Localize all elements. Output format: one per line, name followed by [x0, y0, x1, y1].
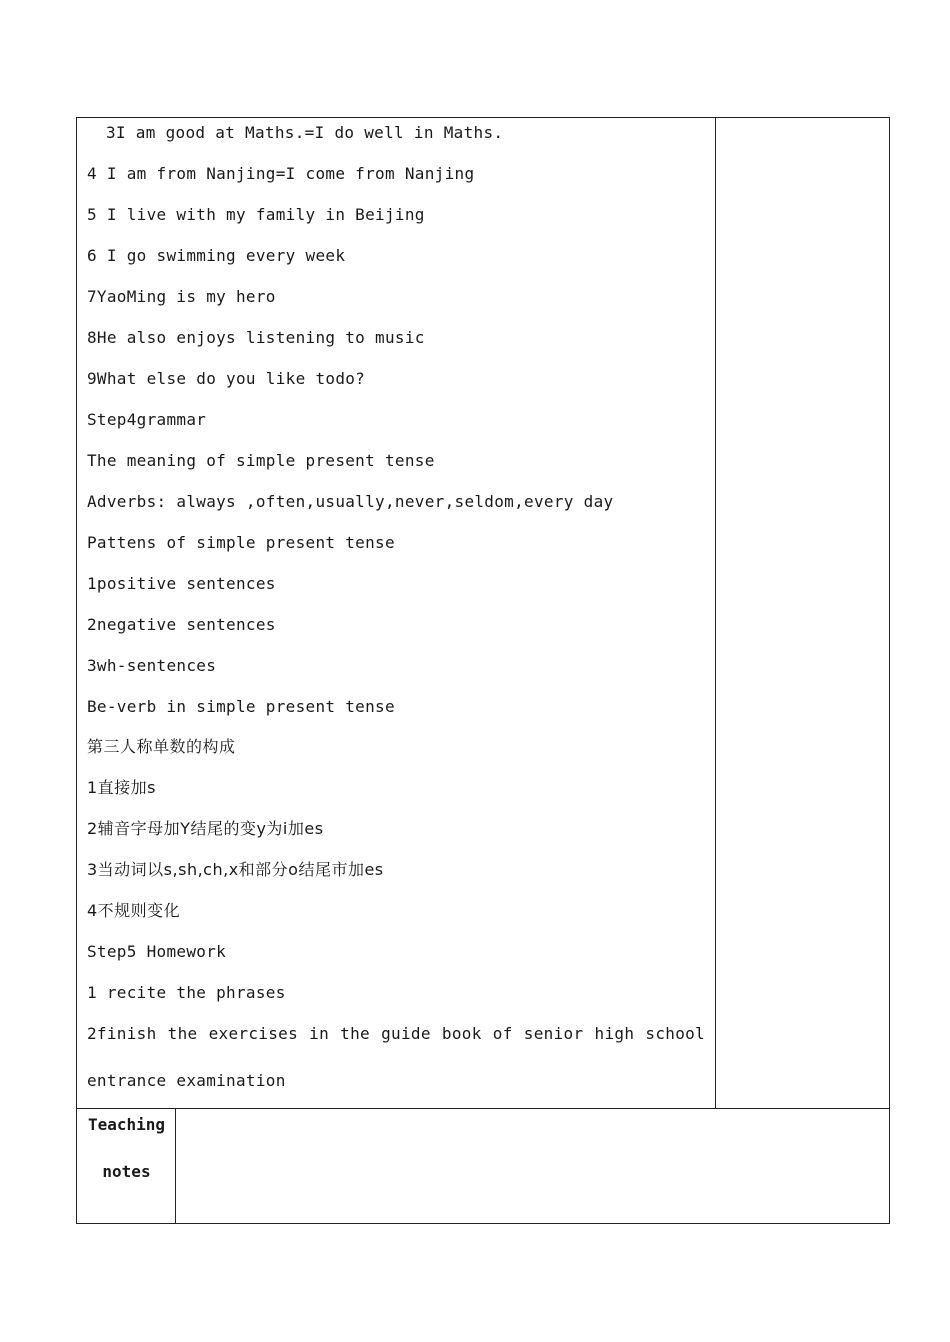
notes-label-divider — [175, 1108, 176, 1224]
lesson-line: 1positive sentences — [87, 574, 276, 593]
lesson-line: Pattens of simple present tense — [87, 533, 395, 552]
table-left-border — [76, 117, 77, 1224]
teaching-notes-label-line2: notes — [102, 1162, 151, 1181]
lesson-line: 2finish the exercises in the guide book of senior high school — [87, 1024, 705, 1043]
lesson-line: 9What else do you like todo? — [87, 369, 366, 388]
step-heading: Step4grammar — [87, 410, 207, 429]
lesson-line: Adverbs: always ,often,usually,never,seldom,every day — [87, 492, 614, 511]
lesson-line: 4 I am from Nanjing=I come from Nanjing — [87, 164, 475, 183]
teaching-notes-label-line1: Teaching — [87, 1115, 166, 1134]
lesson-line: 1直接加s — [87, 778, 157, 797]
lesson-line: 7YaoMing is my hero — [87, 287, 276, 306]
table-top-border — [76, 117, 890, 118]
lesson-line: The meaning of simple present tense — [87, 451, 435, 470]
lesson-line: 第三人称单数的构成 — [87, 737, 236, 756]
lesson-line: 6 I go swimming every week — [87, 246, 346, 265]
lesson-line: 8He also enjoys listening to music — [87, 328, 425, 347]
lesson-line: 2negative sentences — [87, 615, 276, 634]
notes-row-top-border — [76, 1108, 890, 1109]
lesson-line: 5 I live with my family in Beijing — [87, 205, 425, 224]
table-right-border — [889, 117, 890, 1224]
lesson-line: 3I am good at Maths.=I do well in Maths. — [106, 123, 504, 142]
lesson-line: Be-verb in simple present tense — [87, 697, 395, 716]
lesson-line: 1 recite the phrases — [87, 983, 286, 1002]
lesson-line: 2辅音字母加Y结尾的变y为i加es — [87, 819, 324, 838]
step-heading: Step5 Homework — [87, 942, 227, 961]
content-column-divider — [715, 117, 716, 1109]
lesson-line: 3wh-sentences — [87, 656, 217, 675]
table-bottom-border — [76, 1223, 890, 1224]
lesson-line: 4不规则变化 — [87, 901, 181, 920]
lesson-line: entrance examination — [87, 1071, 286, 1090]
lesson-line: 3当动词以s,sh,ch,x和部分o结尾市加es — [87, 860, 384, 879]
